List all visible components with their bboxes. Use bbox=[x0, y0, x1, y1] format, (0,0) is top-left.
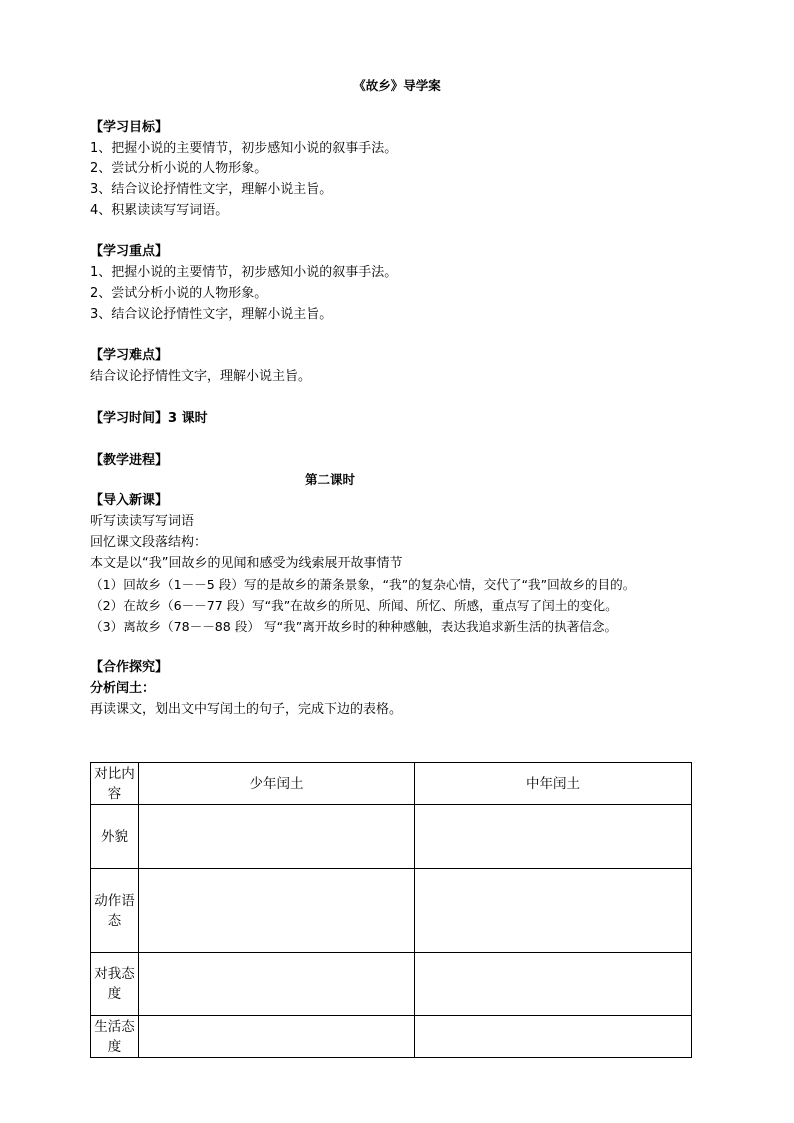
table-header-cell: 少年闰土 bbox=[139, 763, 415, 805]
explore-instruction: 再读课文，划出文中写闰土的句子，完成下边的表格。 bbox=[90, 702, 403, 717]
objectives-heading: 【学习目标】 bbox=[90, 120, 169, 135]
table-row bbox=[91, 869, 692, 953]
objective-item: 4、积累读读写写词语。 bbox=[90, 203, 229, 218]
table-row bbox=[91, 953, 692, 1016]
table-row bbox=[91, 805, 692, 869]
key-points-heading: 【学习重点】 bbox=[90, 244, 169, 259]
row-label: 外貌 bbox=[91, 805, 139, 869]
row-label: 对我态度 bbox=[91, 953, 139, 1016]
explore-subheading: 分析闰土： bbox=[90, 681, 156, 696]
answer-cell[interactable] bbox=[139, 1016, 415, 1058]
objective-item: 1、把握小说的主要情节，初步感知小说的叙事手法。 bbox=[90, 141, 398, 156]
key-point-item: 1、把握小说的主要情节，初步感知小说的叙事手法。 bbox=[90, 265, 398, 280]
objective-item: 3、结合议论抒情性文字，理解小说主旨。 bbox=[90, 182, 333, 197]
study-time: 【学习时间】3 课时 bbox=[90, 411, 208, 426]
lesson-title: 第二课时 bbox=[304, 472, 355, 487]
difficulty-heading: 【学习难点】 bbox=[90, 348, 169, 363]
structure-line: （2）在故乡（6－－77 段）写“我”在故乡的所见、所闻、所忆、所感，重点写了闰土的变化。 bbox=[90, 598, 618, 613]
answer-cell[interactable] bbox=[139, 953, 415, 1016]
difficulty-text: 结合议论抒情性文字，理解小说主旨。 bbox=[90, 369, 312, 384]
row-label: 生活态度 bbox=[91, 1016, 139, 1058]
explore-heading: 【合作探究】 bbox=[90, 660, 169, 675]
intro-line: 本文是以“我”回故乡的见闻和感受为线索展开故事情节 bbox=[90, 556, 403, 571]
table-header-row bbox=[91, 763, 692, 805]
answer-cell[interactable] bbox=[415, 805, 692, 869]
table-header-cell: 中年闰土 bbox=[415, 763, 692, 805]
answer-cell[interactable] bbox=[415, 869, 692, 953]
answer-cell[interactable] bbox=[415, 953, 692, 1016]
process-heading: 【教学进程】 bbox=[90, 453, 169, 468]
comparison-table bbox=[90, 762, 692, 1058]
intro-line: 回忆课文段落结构： bbox=[90, 535, 208, 550]
answer-cell[interactable] bbox=[139, 869, 415, 953]
document-title: 《故乡》导学案 bbox=[353, 78, 441, 93]
table-row bbox=[91, 1016, 692, 1058]
table-header-cell: 对比内容 bbox=[91, 763, 139, 805]
row-label: 动作语态 bbox=[91, 869, 139, 953]
objective-item: 2、尝试分析小说的人物形象。 bbox=[90, 161, 268, 176]
answer-cell[interactable] bbox=[139, 805, 415, 869]
intro-heading: 【导入新课】 bbox=[90, 493, 169, 508]
structure-line: （3）离故乡（78－－88 段） 写“我”离开故乡时的种种感触，表达我追求新生活的执著信念。 bbox=[90, 619, 618, 634]
key-point-item: 3、结合议论抒情性文字，理解小说主旨。 bbox=[90, 307, 333, 322]
key-point-item: 2、尝试分析小说的人物形象。 bbox=[90, 286, 268, 301]
answer-cell[interactable] bbox=[415, 1016, 692, 1058]
structure-line: （1）回故乡（1－－5 段）写的是故乡的萧条景象，“我”的复杂心情，交代了“我”回故乡的目的。 bbox=[90, 577, 636, 592]
intro-line: 听写读读写写词语 bbox=[90, 514, 195, 529]
